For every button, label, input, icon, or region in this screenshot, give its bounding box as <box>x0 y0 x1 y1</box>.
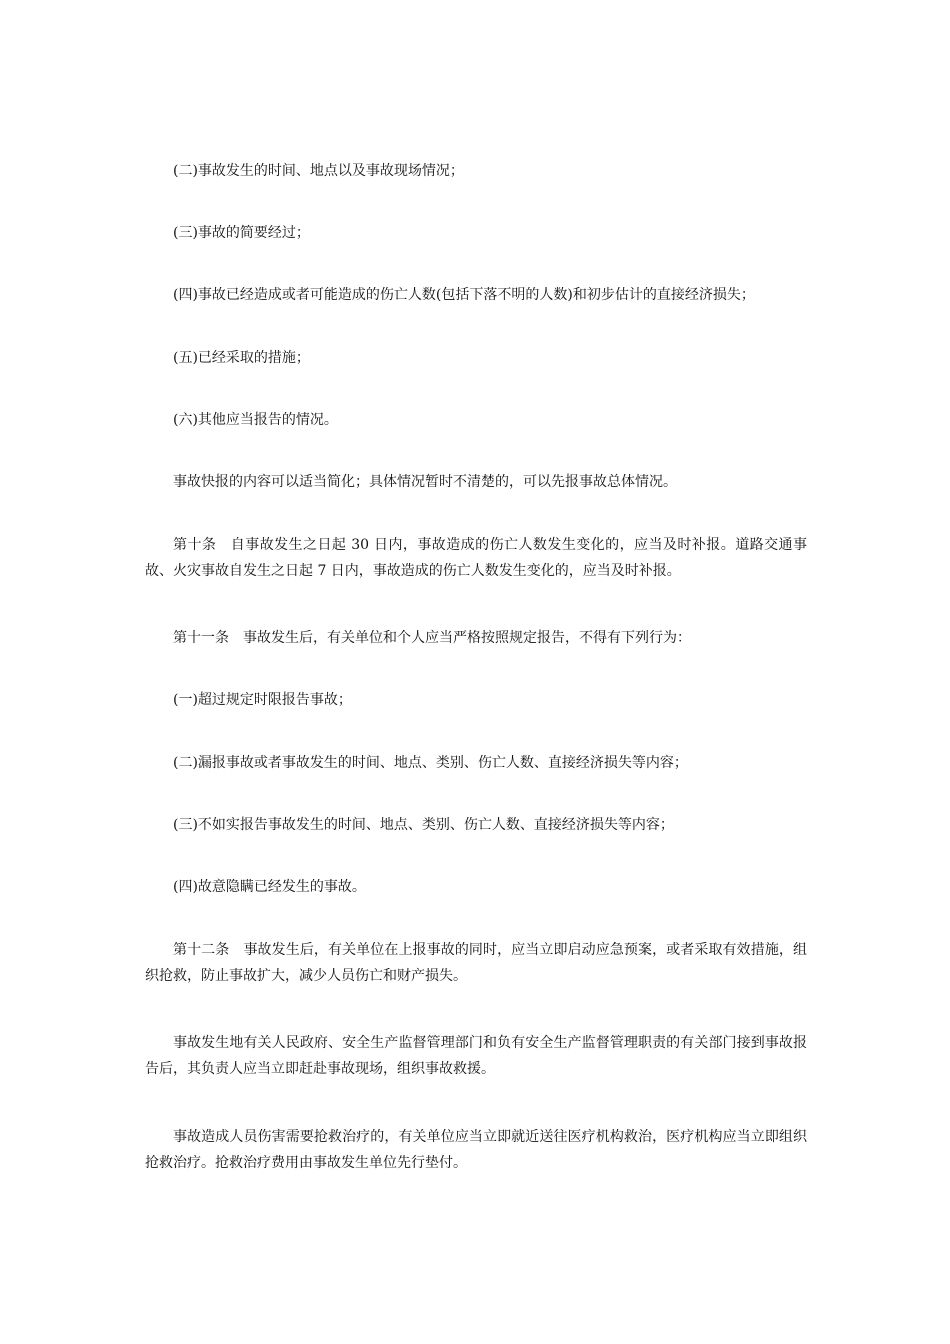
paragraph-violation-2: (二)漏报事故或者事故发生的时间、地点、类别、伤亡人数、直接经济损失等内容； <box>173 755 688 771</box>
paragraph-article-12: 第十二条 事故发生后，有关单位在上报事故的同时，应当立即启动应急预案，或者采取有效措施，组织抢救，防止事故扩大，减少人员伤亡和财产损失。 <box>145 942 807 984</box>
paragraph-government-response: 事故发生地有关人民政府、安全生产监督管理部门和负有安全生产监督管理职责的有关部门接到事故报告后，其负责人应当立即赶赴事故现场，组织事故救援。 <box>145 1035 807 1077</box>
paragraph-violation-1: (一)超过规定时限报告事故； <box>173 692 352 708</box>
paragraph-express-report: 事故快报的内容可以适当简化；具体情况暂时不清楚的，可以先报事故总体情况。 <box>173 474 677 490</box>
paragraph-violation-3: (三)不如实报告事故发生的时间、地点、类别、伤亡人数、直接经济损失等内容； <box>173 817 674 833</box>
paragraph-item-3: (三)事故的简要经过； <box>173 225 310 241</box>
paragraph-item-4: (四)事故已经造成或者可能造成的伤亡人数(包括下落不明的人数)和初步估计的直接经济损失； <box>173 287 755 303</box>
paragraph-article-11: 第十一条 事故发生后，有关单位和个人应当严格按照规定报告，不得有下列行为： <box>173 630 691 646</box>
paragraph-item-6: (六)其他应当报告的情况。 <box>173 412 338 428</box>
paragraph-item-5: (五)已经采取的措施； <box>173 350 310 366</box>
paragraph-medical-treatment: 事故造成人员伤害需要抢救治疗的，有关单位应当立即就近送往医疗机构救治，医疗机构应当立即组织抢救治疗。抢救治疗费用由事故发生单位先行垫付。 <box>145 1129 807 1171</box>
paragraph-item-2: (二)事故发生的时间、地点以及事故现场情况； <box>173 163 464 179</box>
paragraph-article-10: 第十条 自事故发生之日起 30 日内，事故造成的伤亡人数发生变化的，应当及时补报。道路交通事故、火灾事故自发生之日起 7 日内，事故造成的伤亡人数发生变化的，应当及时补报。 <box>145 537 807 579</box>
paragraph-violation-4: (四)故意隐瞒已经发生的事故。 <box>173 879 366 895</box>
